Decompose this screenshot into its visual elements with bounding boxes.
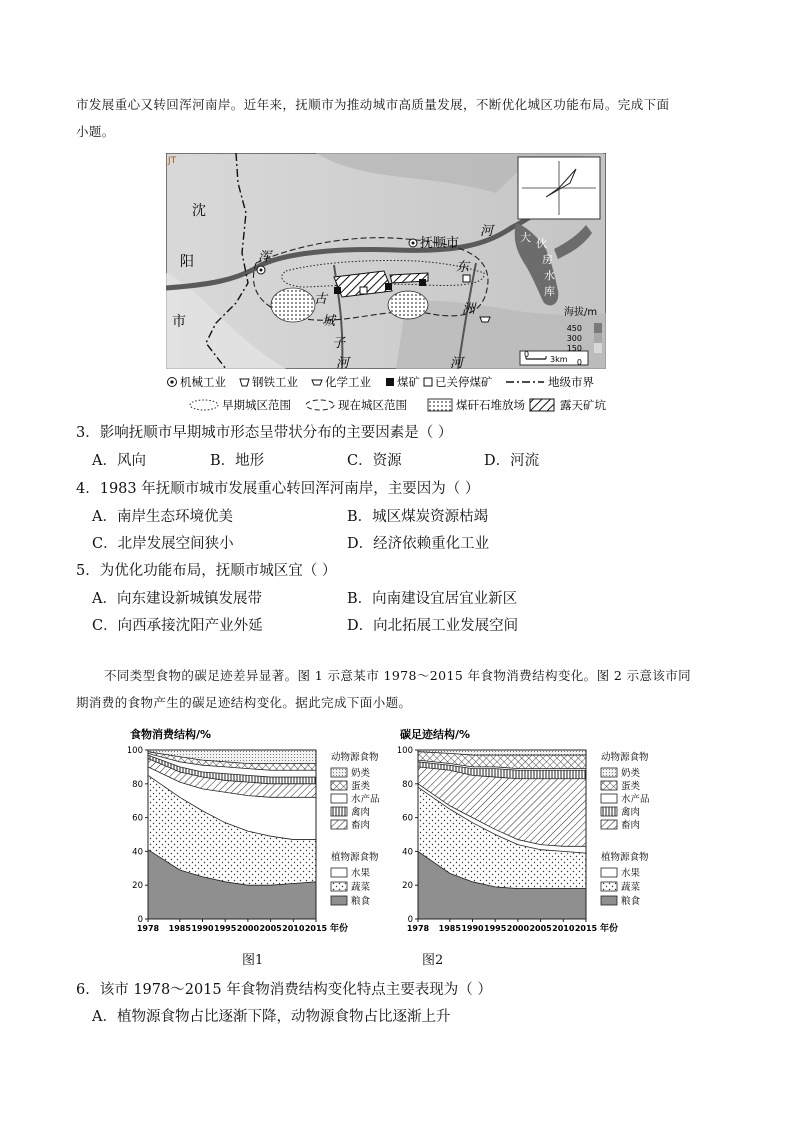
label-he-3: 河 [336, 356, 350, 369]
q3-option-b[interactable]: B．地形 [210, 453, 265, 469]
chart-1-legend-禽肉: 禽肉 [351, 807, 371, 818]
chart-1-legend-蔬菜: 蔬菜 [351, 882, 371, 893]
chart-1-ytick: 60 [132, 813, 143, 824]
corner-mark: JT [168, 156, 177, 166]
chart-2-legend-禽肉: 禽肉 [621, 807, 641, 818]
chemical-industry-icon [480, 317, 490, 322]
chart-2-legend-畜肉: 畜肉 [621, 820, 641, 831]
chart-2 [398, 726, 670, 941]
closed-mine-legend-icon [424, 378, 432, 386]
chart-1-legend-swatch-水果 [331, 868, 347, 877]
q3-stem: 3．影响抚顺市早期城市形态呈带状分布的主要因素是（ ） [76, 425, 453, 441]
fushun-map [166, 153, 606, 369]
chart-2-caption: 图2 [422, 953, 444, 968]
legend-machinery: 机械工业 [180, 375, 226, 389]
chart-1-ytick: 100 [128, 746, 143, 756]
label-he-1: 河 [480, 224, 494, 239]
gangue-dump-east [388, 291, 428, 319]
q5-option-a[interactable]: A．向东建设新城镇发展带 [92, 591, 262, 607]
q5-stem: 5．为优化功能布局，抚顺市城区宜（ ） [76, 563, 337, 579]
legend-early-area: 早期城区范围 [222, 398, 291, 412]
map-svg [166, 153, 606, 369]
chart-2-legend-swatch-奶类 [601, 768, 617, 777]
coal-mine-3 [419, 279, 426, 286]
q3-option-c[interactable]: C．资源 [347, 453, 402, 469]
map-legend-row-1 [166, 373, 636, 391]
legend-coal-mine: 煤矿 [397, 375, 420, 389]
chart-1-ylabel: 食物消费结构/% [130, 728, 212, 741]
chart-2-xtick: 1990 [461, 924, 484, 933]
chart-1-xtick: 2005 [259, 924, 282, 933]
chart-1-legend-swatch-禽肉 [331, 807, 347, 816]
reservoir-char-2: 伙 [536, 237, 547, 250]
q6-stem: 6．该市 1978～2015 年食物消费结构变化特点主要表现为（ ） [76, 982, 492, 998]
legend-steel: 钢铁工业 [252, 375, 298, 389]
pit-legend-icon [530, 399, 554, 411]
chart-2-ytick: 40 [402, 847, 413, 858]
elev-0: 0 [576, 358, 582, 367]
chart-1-caption: 图1 [242, 953, 264, 968]
legend-gangue: 煤矸石堆放场 [456, 398, 525, 412]
chart-2-legend-swatch-蔬菜 [601, 882, 617, 891]
chart-1-legend-animal-title: 动物源食物 [331, 752, 379, 763]
legend-closed-mine: 已关停煤矿 [435, 375, 493, 389]
elevation-title: 海拔/m [564, 307, 598, 318]
chart-1-xlabel: 年份 [330, 924, 349, 934]
scale-zero: 0 [524, 350, 530, 359]
legend-row-2-svg [188, 396, 648, 414]
chart-2-legend-swatch-水产品 [601, 794, 617, 803]
chart-1-legend-swatch-粮食 [331, 896, 347, 905]
q3-option-d[interactable]: D．河流 [484, 453, 540, 469]
chart-1-legend-畜肉: 畜肉 [351, 820, 371, 831]
chart-1-ytick: 0 [137, 915, 143, 925]
chart-1-legend-水产品: 水产品 [351, 794, 380, 805]
chemical-legend-icon [312, 380, 322, 385]
intro2-line-1: 不同类型食物的碳足迹差异显著。图 1 示意某市 1978～2015 年食物消费结构变化。图 2 示意该市同 [104, 668, 692, 683]
chart-2-ytick: 20 [402, 881, 413, 892]
chart-1-legend-swatch-蛋类 [331, 781, 347, 790]
chart-2-ylabel: 碳足迹结构/% [400, 728, 471, 741]
q4-stem: 4．1983 年抚顺市城市发展重心转回浑河南岸，主要因为（ ） [76, 481, 480, 497]
q4-option-d[interactable]: D．经济依赖重化工业 [347, 536, 490, 552]
map-legend-row-2 [188, 396, 648, 414]
intro-line-1: 市发展重心又转回浑河南岸。近年来，抚顺市为推动城市高质量发展，不断优化城区功能布局。完成下面 [76, 97, 670, 112]
reservoir-char-1: 大 [520, 231, 531, 244]
closed-mine-2 [463, 275, 470, 282]
chart-2-legend-animal-title: 动物源食物 [601, 752, 649, 763]
q4-option-a[interactable]: A．南岸生态环境优美 [92, 509, 233, 525]
chart-2-xtick: 1985 [438, 924, 461, 933]
label-hun: 浑 [258, 250, 272, 265]
legend-current-area: 现在城区范围 [338, 398, 407, 412]
q4-option-b[interactable]: B．城区煤炭资源枯竭 [347, 509, 489, 525]
chart-1-ytick: 80 [132, 779, 143, 790]
reservoir-char-3: 房 [542, 253, 553, 266]
label-cheng: 城 [322, 314, 336, 329]
steel-legend-icon [240, 379, 249, 386]
elev-150: 150 [566, 344, 582, 353]
chart-2-ytick: 80 [402, 779, 413, 790]
chart-1-legend-plant-title: 植物源食物 [331, 852, 379, 863]
chart-2-legend-swatch-禽肉 [601, 807, 617, 816]
chart-2-legend-粮食: 粮食 [621, 896, 641, 907]
chart-1-legend-swatch-畜肉 [331, 820, 347, 829]
chart-2-xlabel: 年份 [600, 924, 619, 934]
chart-1-svg [128, 726, 398, 941]
elev-300: 300 [566, 334, 582, 343]
chart-2-svg [398, 726, 670, 941]
label-shi: 市 [172, 314, 186, 330]
chart-1-ytick: 40 [132, 847, 143, 858]
chart-2-legend-swatch-水果 [601, 868, 617, 877]
label-dong: 东 [456, 260, 470, 275]
chart-1 [128, 726, 398, 941]
chart-2-xtick: 2010 [552, 924, 575, 933]
q5-option-b[interactable]: B．向南建设宜居宜业新区 [347, 591, 518, 607]
coal-mine-2 [385, 283, 392, 290]
chart-2-ytick: 0 [407, 915, 413, 925]
chart-1-xtick: 2000 [236, 924, 260, 933]
label-zi: 子 [332, 336, 346, 351]
q5-option-d[interactable]: D．向北拓展工业发展空间 [347, 618, 519, 634]
coal-mine-legend-icon [386, 378, 394, 386]
early-area-legend-icon [190, 400, 218, 410]
label-zhou: 洲 [462, 302, 476, 317]
reservoir-char-4: 水 [544, 269, 555, 282]
chart-2-legend-水果: 水果 [621, 868, 641, 879]
label-he-2: 河 [450, 356, 464, 369]
chart-1-ytick: 20 [132, 881, 143, 892]
coal-mine-1 [334, 287, 341, 294]
label-gu: 古 [314, 292, 328, 307]
chart-1-xtick: 1995 [214, 924, 237, 933]
chart-1-xtick: 1990 [191, 924, 214, 933]
gangue-legend-icon [428, 399, 452, 411]
chart-1-legend-swatch-水产品 [331, 794, 347, 803]
chart-2-xtick: 2005 [529, 924, 552, 933]
chart-1-legend-粮食: 粮食 [351, 896, 371, 907]
chart-2-legend-swatch-粮食 [601, 896, 617, 905]
reservoir-char-5: 库 [544, 285, 555, 298]
chart-1-xtick: 2015 [304, 924, 328, 933]
chart-1-xtick: 1978 [136, 924, 160, 933]
chart-1-legend-奶类: 奶类 [351, 768, 371, 779]
chart-1-legend-swatch-奶类 [331, 768, 347, 777]
q3-option-a[interactable]: A．风向 [92, 453, 146, 469]
chart-2-xtick: 2015 [574, 924, 598, 933]
chart-1-legend-水果: 水果 [351, 868, 371, 879]
legend-pit: 露天矿坑 [560, 398, 606, 412]
q6-option-a[interactable]: A．植物源食物占比逐渐下降，动物源食物占比逐渐上升 [92, 1009, 451, 1025]
label-shen: 沈 [192, 203, 206, 219]
elev-450: 450 [566, 324, 582, 333]
chart-2-legend-蛋类: 蛋类 [621, 781, 641, 792]
chart-2-legend-swatch-畜肉 [601, 820, 617, 829]
chart-2-ytick: 100 [398, 746, 413, 756]
chart-2-legend-swatch-蛋类 [601, 781, 617, 790]
chart-2-xtick: 1995 [484, 924, 507, 933]
label-yang: 阳 [180, 254, 194, 270]
chart-1-xtick: 2010 [282, 924, 305, 933]
chart-2-xtick: 1978 [406, 924, 430, 933]
chart-2-xtick: 2000 [506, 924, 530, 933]
label-fushun: 抚顺市 [420, 236, 460, 251]
legend-chemical: 化学工业 [325, 375, 371, 389]
q5-option-c[interactable]: C．向西承接沈阳产业外延 [92, 618, 263, 634]
intro2-line-2: 期消费的食物产生的碳足迹结构变化。据此完成下面小题。 [76, 695, 412, 710]
chart-1-xtick: 1985 [168, 924, 191, 933]
chart-2-legend-水产品: 水产品 [621, 794, 650, 805]
legend-boundary: 地级市界 [548, 375, 594, 389]
gangue-dump-west [271, 288, 315, 322]
intro-line-2: 小题。 [76, 124, 115, 139]
chart-1-legend-swatch-蔬菜 [331, 882, 347, 891]
chart-1-legend-蛋类: 蛋类 [351, 781, 371, 792]
chart-2-ytick: 60 [402, 813, 413, 824]
scale-dist: 3km [550, 355, 568, 364]
current-area-legend-icon [306, 400, 334, 410]
chart-2-legend-plant-title: 植物源食物 [601, 852, 649, 863]
chart-2-legend-奶类: 奶类 [621, 768, 641, 779]
chart-2-legend-蔬菜: 蔬菜 [621, 882, 641, 893]
q4-option-c[interactable]: C．北岸发展空间狭小 [92, 536, 234, 552]
legend-row-1-svg [166, 373, 636, 391]
closed-mine-1 [360, 287, 367, 294]
